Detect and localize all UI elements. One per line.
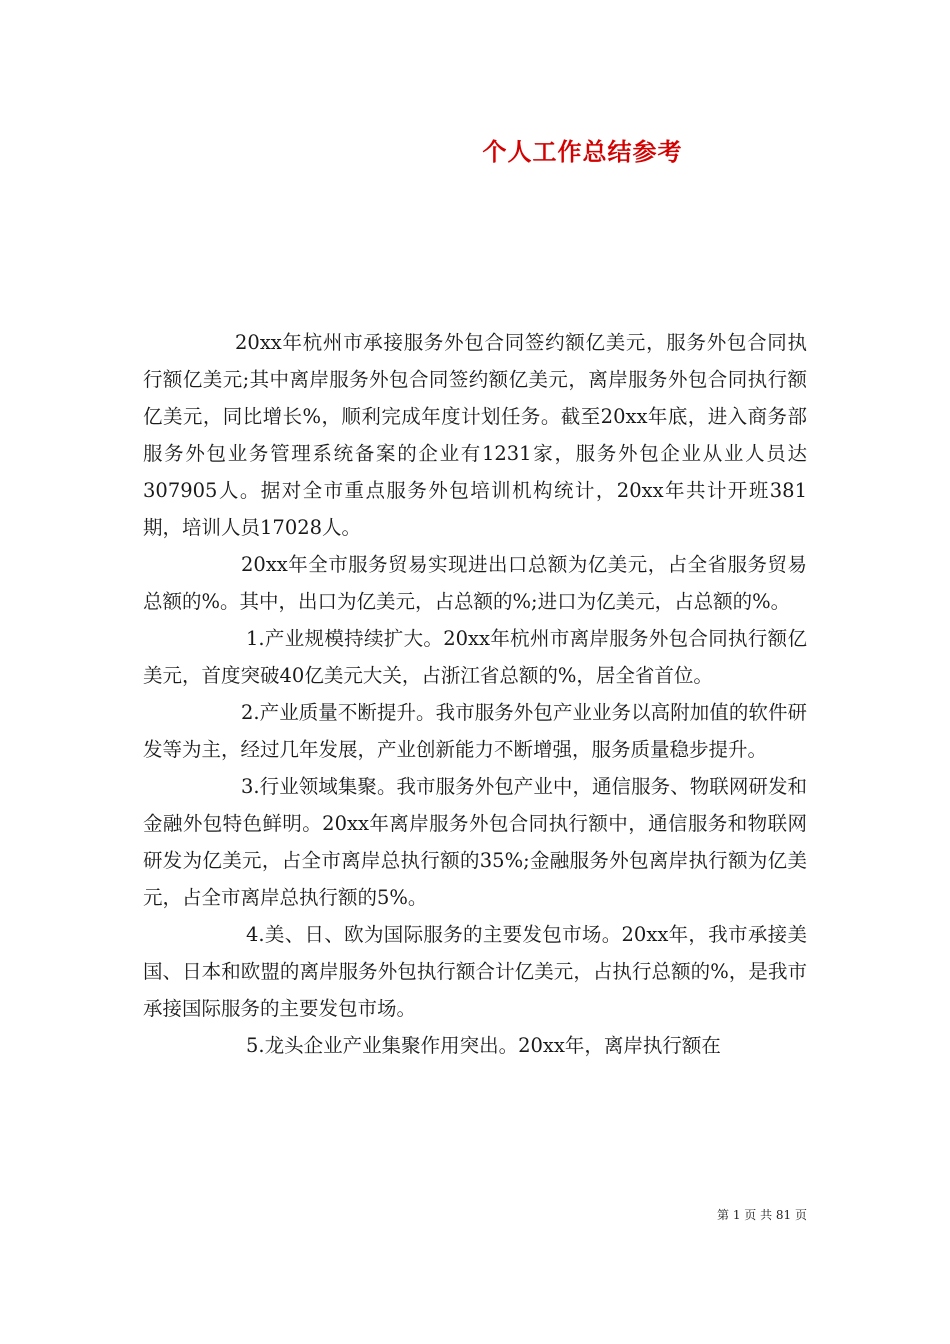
- paragraph-point-4: 4.美、日、欧为国际服务的主要发包市场。20xx年，我市承接美国、日本和欧盟的离岸服务外包执行额合计亿美元，占执行总额的%，是我市承接国际服务的主要发包市场。: [143, 923, 807, 1020]
- document-body: [143, 324, 807, 1064]
- paragraph-overview: 20xx年杭州市承接服务外包合同签约额亿美元，服务外包合同执行额亿美元;其中离岸服务外包合同签约额亿美元，离岸服务外包合同执行额亿美元，同比增长%，顺利完成年度计划任务。截至20xx年底，进入商务部服务外包业务管理系统备案的企业有1231家，服务外包企业从业人员达307905人。据对全市重点服务外包培训机构统计，20xx年共计开班381期，培训人员17028人。: [143, 331, 807, 539]
- paragraph-point-1: 1.产业规模持续扩大。20xx年杭州市离岸服务外包合同执行额亿美元，首度突破40亿美元大关，占浙江省总额的%，居全省首位。: [143, 627, 807, 687]
- paragraph-point-2: 2.产业质量不断提升。我市服务外包产业业务以高附加值的软件研发等为主，经过几年发展，产业创新能力不断增强，服务质量稳步提升。: [143, 701, 807, 761]
- paragraph-point-3: 3.行业领域集聚。我市服务外包产业中，通信服务、物联网研发和金融外包特色鲜明。20xx年离岸服务外包合同执行额中，通信服务和物联网研发为亿美元，占全市离岸总执行额的35%;金融服务外包离岸执行额为亿美元，占全市离岸总执行额的5%。: [143, 775, 807, 909]
- paragraph-point-5: 5.龙头企业产业集聚作用突出。20xx年，离岸执行额在: [246, 1034, 721, 1057]
- paragraph-trade-total: 20xx年全市服务贸易实现进出口总额为亿美元，占全省服务贸易总额的%。其中，出口为亿美元，占总额的%;进口为亿美元，占总额的%。: [143, 553, 807, 613]
- document-title: 个人工作总结参考: [482, 137, 683, 166]
- page-number-footer: 第 1 页 共 81 页: [717, 1208, 807, 1222]
